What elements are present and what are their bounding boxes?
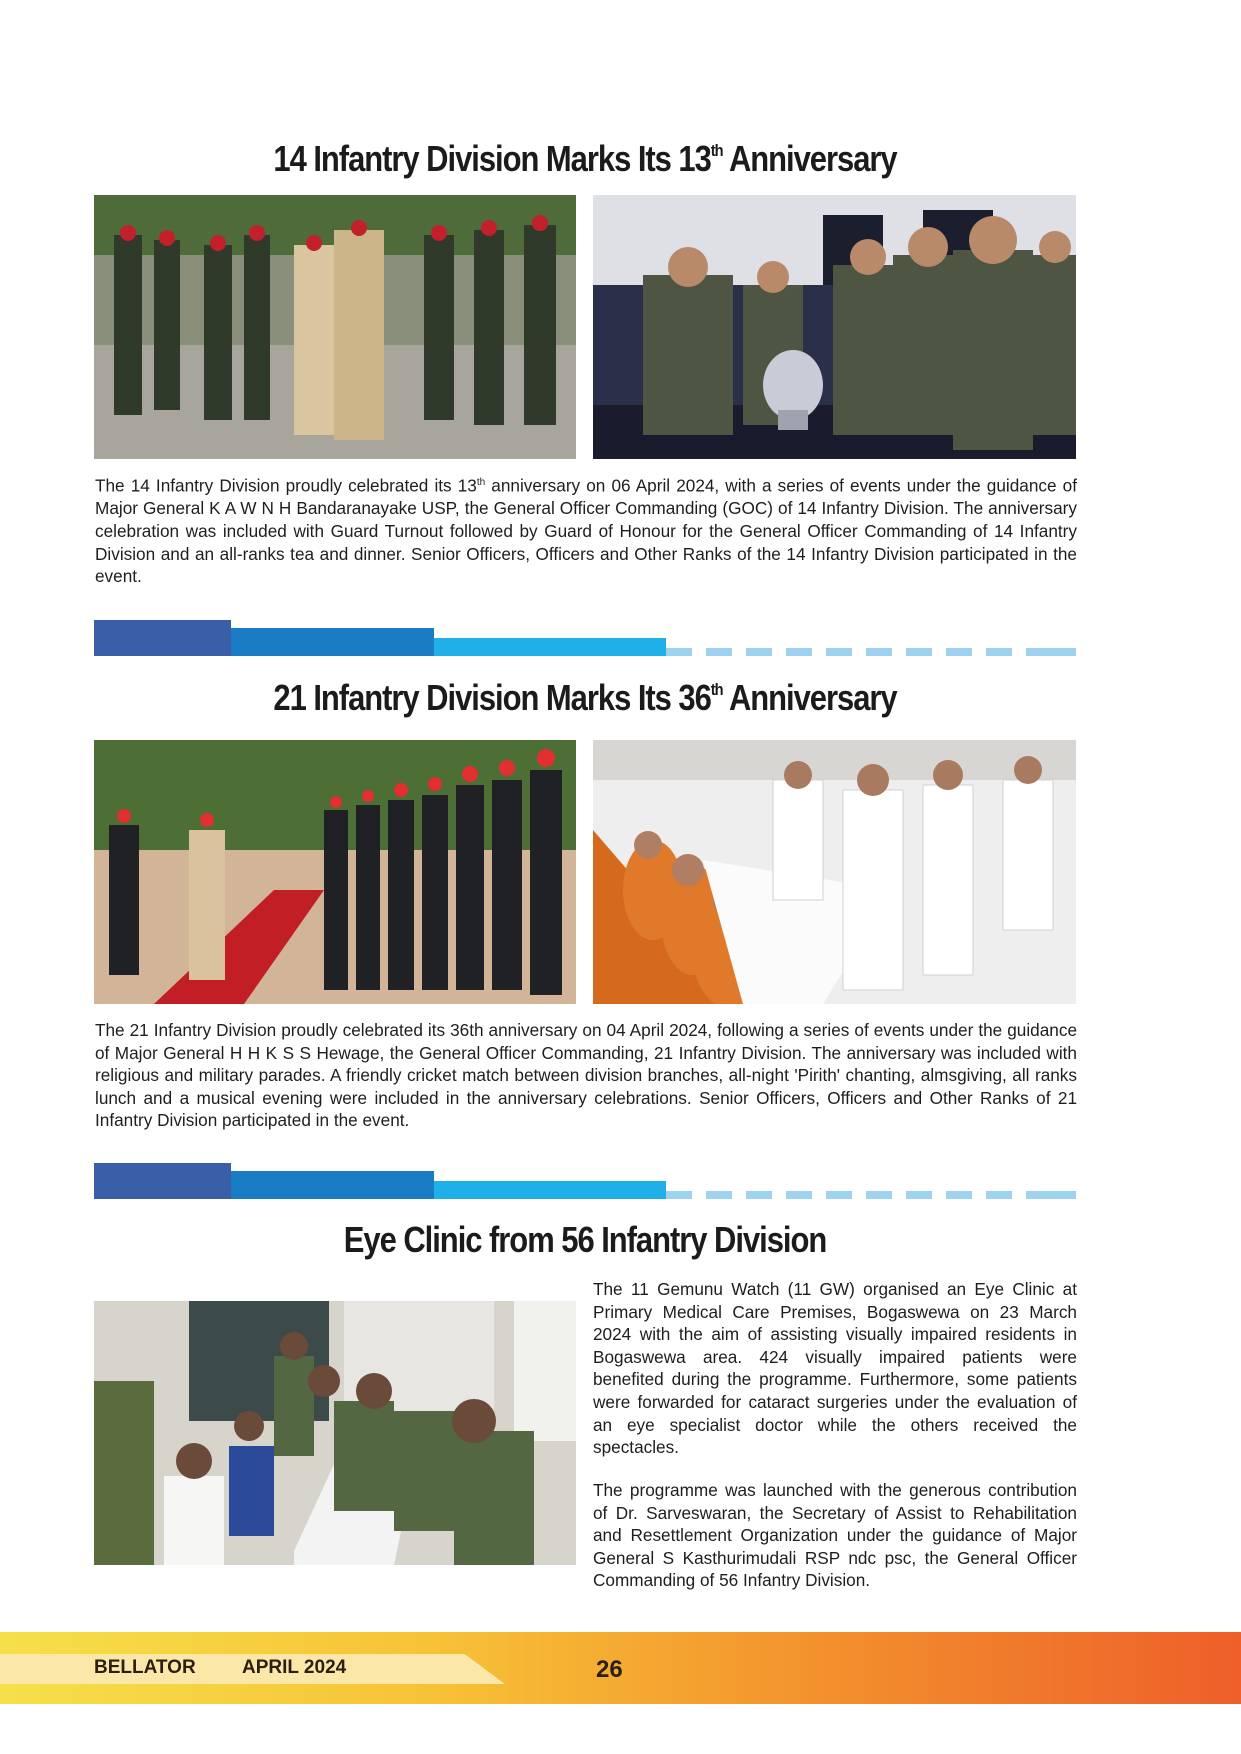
divider-dash bbox=[906, 648, 932, 656]
divider-dash bbox=[666, 648, 692, 656]
article1-body-rest: anniversary on 06 April 2024, with a series of events under the guidance of Major General K A W N H Bandaranayake USP, the General Officer Commanding (GOC) of 14 Infantry Division. The anniversary celebration was included with Guard Turnout followed by Guard of Honour for the General Officer Commanding of 14 Infantry Division and an all-ranks tea and dinner. Senior Officers, Officers and Other Ranks of the 14 Infantry Division participated in the event. bbox=[95, 475, 1077, 587]
article2-title-end: Anniversary bbox=[722, 677, 897, 718]
photo-officers-trophy-14div bbox=[593, 195, 1076, 459]
article2-body: The 21 Infantry Division proudly celebrated its 36th anniversary on 04 April 2024, following a series of events under the guidance of Major General H H K S S Hewage, the General Officer Commanding, 21 Infantry Division. The anniversary was included with religious and military parades. A friendly cricket match between division branches, all-night 'Pirith' chanting, almsgiving, all ranks lunch and a musical evening were included in the anniversary celebrations. Senior Officers, Officers and Other Ranks of 21 Infantry Division participated in the event. bbox=[95, 1020, 1077, 1131]
page-number: 26 bbox=[596, 1656, 623, 1683]
divider-segment bbox=[434, 1181, 666, 1199]
article1-body-start: The 14 Infantry Division proudly celebrated its 13 bbox=[95, 475, 477, 496]
article3-para1: The 11 Gemunu Watch (11 GW) organised an Eye Clinic at Primary Medical Care Premises, Bogaswewa on 23 March 2024 with the aim of assisting visually impaired residents in Bogaswewa area. 424 visually impaired patients were benefited during the programme. Furthermore, some patients were forwarded for cataract surgeries under the evaluation of an eye specialist doctor while the others received the spectacles. bbox=[593, 1279, 1077, 1458]
divider-dash bbox=[706, 1191, 732, 1199]
photo-parade-21div bbox=[94, 740, 576, 1004]
divider-segment bbox=[94, 620, 231, 656]
article1-title-main: 14 Infantry Division Marks Its 13 bbox=[273, 138, 711, 179]
divider-segment bbox=[231, 628, 434, 656]
divider-dash bbox=[706, 648, 732, 656]
divider-dash bbox=[906, 1191, 932, 1199]
photo-eye-clinic bbox=[94, 1301, 576, 1565]
divider-segment bbox=[231, 1171, 434, 1199]
divider-dash bbox=[786, 1191, 812, 1199]
footer-issue-date: APRIL 2024 bbox=[242, 1657, 347, 1678]
divider-dash bbox=[986, 1191, 1012, 1199]
page-footer bbox=[0, 1632, 1241, 1704]
divider-dash bbox=[866, 648, 892, 656]
divider-dash bbox=[946, 648, 972, 656]
article3-para2: The programme was launched with the generous contribution of Dr. Sarveswaran, the Secretary of Assist to Rehabilitation and Resettlement Organization under the guidance of Major General S Kasthurimudali RSP ndc psc, the General Officer Commanding of 56 Infantry Division. bbox=[593, 1480, 1077, 1591]
article3-title: Eye Clinic from 56 Infantry Division bbox=[343, 1219, 827, 1260]
article1-body bbox=[95, 472, 1077, 588]
divider-dash bbox=[1052, 648, 1076, 656]
divider-dash bbox=[946, 1191, 972, 1199]
article1-title-end: Anniversary bbox=[722, 138, 897, 179]
article1-title-sup: th bbox=[710, 141, 723, 160]
divider-dash bbox=[746, 648, 772, 656]
footer-magazine-name: BELLATOR bbox=[94, 1657, 196, 1678]
divider-dash bbox=[666, 1191, 692, 1199]
article1-title bbox=[163, 138, 1008, 180]
section-divider bbox=[94, 1163, 1076, 1199]
divider-dash bbox=[826, 648, 852, 656]
divider-dash bbox=[1026, 1191, 1052, 1199]
article2-title-sup: th bbox=[710, 680, 723, 699]
divider-dash bbox=[986, 648, 1012, 656]
article2-title bbox=[163, 677, 1008, 719]
divider-dash bbox=[866, 1191, 892, 1199]
section-divider bbox=[94, 620, 1076, 656]
divider-dash bbox=[826, 1191, 852, 1199]
article1-body-sup: th bbox=[476, 477, 486, 488]
photo-almsgiving-21div bbox=[593, 740, 1076, 1004]
divider-dash bbox=[1052, 1191, 1076, 1199]
divider-segment bbox=[434, 638, 666, 656]
divider-dash bbox=[1026, 648, 1052, 656]
divider-dash bbox=[746, 1191, 772, 1199]
divider-dash bbox=[786, 648, 812, 656]
article2-title-main: 21 Infantry Division Marks Its 36 bbox=[273, 677, 711, 718]
photo-guard-of-honour-14div bbox=[94, 195, 576, 459]
divider-segment bbox=[94, 1163, 231, 1199]
